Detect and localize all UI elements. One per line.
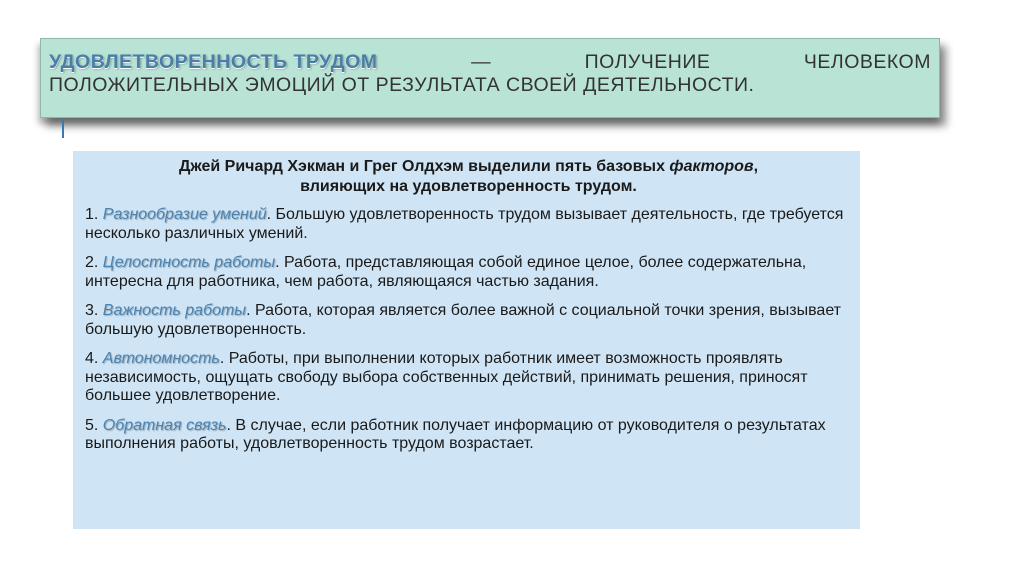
factor-number: 2. (85, 254, 103, 271)
factor-text: . Работа, представляющая собой единое целое, более содержательна, интересна для работника, чем работа, являющаяся частью задания. (85, 254, 807, 290)
factor-number: 3. (85, 302, 103, 319)
accent-bar (62, 120, 64, 138)
content-box (73, 151, 860, 529)
factor-item (85, 417, 852, 454)
factor-name: Автономность (102, 350, 220, 367)
factor-name: Разнообразие умений (102, 206, 267, 223)
title-line-1 (49, 51, 931, 74)
title-line-2: ПОЛОЖИТЕЛЬНЫХ ЭМОЦИЙ ОТ РЕЗУЛЬТАТА СВОЕЙ ДЕЯТЕЛЬНОСТИ. (49, 74, 755, 96)
factor-item (85, 254, 852, 291)
factor-number: 4. (85, 350, 103, 367)
factor-item (85, 302, 852, 339)
title-dash: — (471, 51, 492, 73)
factor-text: . Большую удовлетворенность трудом вызывает деятельность, где требуется несколько различных умений. (85, 206, 844, 242)
factor-name: Обратная связь (102, 416, 227, 434)
heading-italic: факторов (669, 158, 754, 175)
factor-text: . В случае, если работник получает информацию от руководителя о результатах выполнения работы, удовлетворенность трудом возрастает. (85, 416, 826, 452)
heading-text: Джей Ричард Хэкман и Грег Олдхэм выделили пять базовых (178, 158, 670, 175)
factor-item (85, 206, 852, 243)
title-term: УДОВЛЕТВОРЕННОСТЬ ТРУДОМ (49, 51, 378, 73)
title-box (40, 38, 940, 118)
factor-number: 5. (85, 416, 103, 434)
heading-line-2: влияющих на удовлетворенность трудом. (300, 178, 637, 195)
factor-item (85, 350, 852, 406)
content-heading (85, 157, 852, 197)
factor-number: 1. (85, 206, 103, 223)
factor-name: Целостность работы (102, 254, 276, 271)
factor-text: . Работы, при выполнении которых работник имеет возможность проявлять независимость, ощущать свободу выбора собственных действий, принимать решения, приносят большее удовлетворение. (85, 350, 808, 404)
title-word-2: ЧЕЛОВЕКОМ (803, 51, 931, 73)
heading-comma: , (753, 158, 759, 175)
title-word-1: ПОЛУЧЕНИЕ (584, 51, 711, 73)
factor-name: Важность работы (102, 302, 247, 319)
factor-text: . Работа, которая является более важной с социальной точки зрения, вызывает большую удовлетворенность. (85, 302, 842, 338)
